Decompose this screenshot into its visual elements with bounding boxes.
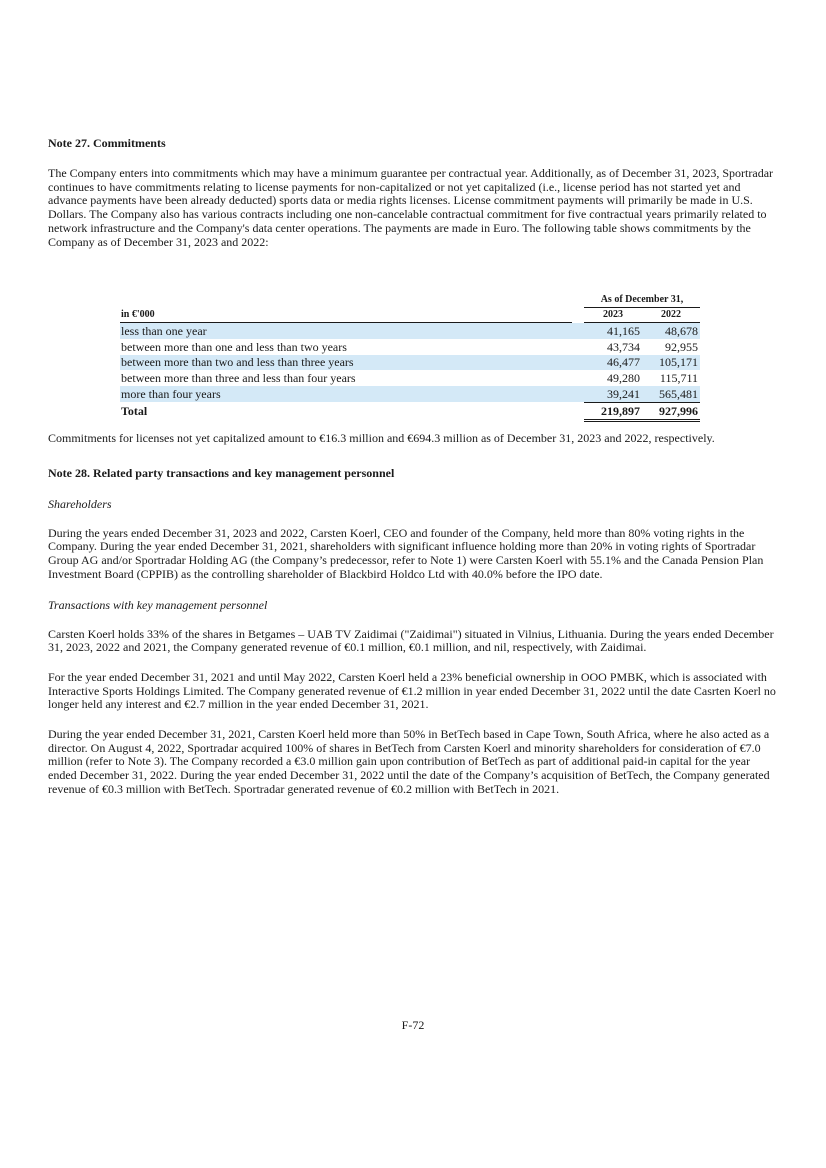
table-header-columns bbox=[120, 308, 700, 323]
table-header-group bbox=[120, 293, 700, 308]
note28-para-shareholders: During the years ended December 31, 2023 and 2022, Carsten Koerl, CEO and founder of the Company, held more than 80% voting rights in the Company. During the year ended December 31, 2021, shareholders with significant influence holding more than 20% in voting rights of Sportradar Group AG and/or Sportradar Holding AG (the Company’s predecessor, refer to Note 1) were Carsten Koerl with 55.1% and the Canada Pension Plan Investment Board (CPPIB) as the controlling shareholder of Blackbird Holdco Ltd with 40.0% before the IPO date. bbox=[48, 525, 764, 581]
note27-heading: Note 27. Commitments bbox=[48, 136, 166, 150]
note28-para-bettech: During the year ended December 31, 2021, Carsten Koerl held more than 50% in BetTech based in Cape Town, South Africa, where he also acted as a director. On August 4, 2022, Sportradar acquired 100% of shares in BetTech from Carsten Koerl and minority shareholders for consideration of €7.0 million (refer to Note 3). The Company recorded a €3.0 million gain upon contribution of BetTech as part of additional paid-in capital for the year ended December 31, 2022. During the year ended December 31, 2022 until the date of the Company’s acquisition of BetTech, the Company generated revenue of €0.3 million with BetTech. Sportradar generated revenue of €0.2 million with BetTech in 2021. bbox=[48, 727, 770, 796]
col-2022-header: 2022 bbox=[642, 308, 700, 323]
page-number: F-72 bbox=[401, 1018, 425, 1032]
table-row: less than one year 41,165 48,678 bbox=[121, 323, 698, 338]
note27-intro: The Company enters into commitments which may have a minimum guarantee per contractual year. Additionally, as of December 31, 2023, Sportradar continues to have commitments relating to license payments for non-capitalized or not yet capitalized (i.e., license period has not started yet and advance payments have been already deducted) sports data or media rights licenses. License commitment payments will primarily be made in U.S. Dollars. The Company also has various contracts including one non-cancelable contractual commitment for five contractual years primarily related to network infrastructure and the Company's data center operations. The payments are made in Euro. The following table shows commitments by the Company as of December 31, 2023 and 2022: bbox=[48, 166, 774, 249]
col-2023-header: 2023 bbox=[584, 308, 642, 323]
document-body-lower bbox=[48, 432, 780, 797]
note27-after-table: Commitments for licenses not yet capitalized amount to €16.3 million and €694.3 million as of December 31, 2023 and 2022, respectively. bbox=[48, 431, 715, 445]
document-body bbox=[48, 136, 780, 249]
note28-subheading-shareholders: Shareholders bbox=[48, 496, 112, 511]
table-row: between more than two and less than three years 46,477 105,171 bbox=[121, 355, 698, 370]
note28-heading: Note 28. Related party transactions and key management personnel bbox=[48, 465, 395, 480]
note28-para-pmbk: For the year ended December 31, 2021 and until May 2022, Carsten Koerl held a 23% beneficial ownership in OOO PMBK, which is associated with Interactive Sports Holdings Limited. The Company generated revenue of €1.2 million in year ended December 31, 2022 until the date Casrten Koerl no longer held any interest and €2.7 million in the year ended December 31, 2021. bbox=[48, 669, 776, 712]
table-row: between more than one and less than two years 43,734 92,955 bbox=[121, 339, 698, 354]
note28-subheading-key-personnel: Transactions with key management personnel bbox=[48, 597, 268, 612]
unit-label: in €'000 bbox=[120, 308, 572, 323]
group-header: As of December 31, bbox=[584, 293, 700, 308]
table-row: between more than three and less than four years 49,280 115,711 bbox=[121, 371, 698, 386]
note28-para-zaidimai: Carsten Koerl holds 33% of the shares in Betgames – UAB TV Zaidimai ("Zaidimai") situated in Vilnius, Lithuania. During the years ended December 31, 2023, 2022 and 2021, the Company generated revenue of €0.1 million, €0.1 million, and nil, respectively, with Zaidimai. bbox=[48, 626, 774, 655]
table-row: more than four years 39,241 565,481 bbox=[121, 387, 698, 402]
table-total-row: Total 219,897 927,996 bbox=[121, 403, 698, 419]
commitments-table bbox=[120, 293, 700, 422]
